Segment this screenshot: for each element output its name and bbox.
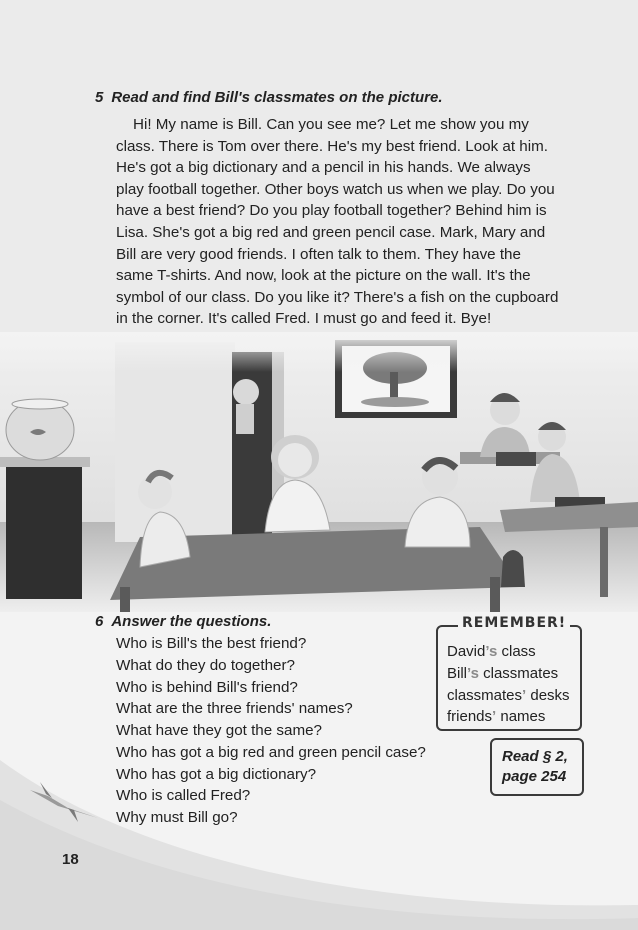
remember-word: classmates (447, 686, 523, 704)
exercise-5-text (116, 114, 591, 330)
classroom-illustration (0, 332, 638, 612)
remember-items (447, 641, 570, 728)
reference-line-1: Read § 2, (502, 748, 568, 765)
remember-word: desks (526, 686, 570, 704)
exercise-6-heading (95, 613, 271, 630)
text-line: He's got a big dictionary and a pencil in his hands. We always (116, 159, 531, 177)
possessive-mark: ’ (492, 708, 497, 726)
exercise-5-title: Read and find Bill's classmates on the picture. (111, 89, 443, 106)
remember-item (447, 663, 570, 685)
remember-title: REMEMBER! (458, 615, 570, 631)
question-item: Who has got a big dictionary? (116, 765, 317, 783)
grammar-reference-box (490, 738, 584, 796)
remember-word: classmates (478, 664, 559, 682)
remember-item (447, 641, 570, 663)
text-line: Hi! My name is Bill. Can you see me? Let me show you my (133, 116, 529, 133)
exercise-6-number: 6 (95, 613, 104, 630)
remember-box (436, 615, 582, 731)
text-line: Bill are very good friends. I often talk to them. They have the (116, 245, 521, 263)
remember-item (447, 706, 570, 728)
text-line: in the corner. It's called Fred. I must go and feed it. Bye! (116, 310, 492, 328)
remember-word: friends (447, 708, 493, 726)
text-line: same T-shirts. And now, look at the picture on the wall. It's the (116, 267, 531, 285)
exercise-5-number: 5 (95, 89, 104, 106)
possessive-mark: ’s (467, 664, 479, 682)
question-item: What are the three friends' names? (116, 700, 353, 718)
question-item: Who has got a big red and green pencil case? (116, 743, 426, 761)
reference-line-2: page 254 (502, 768, 567, 785)
question-item: Who is called Fred? (116, 787, 251, 805)
page-number: 18 (62, 851, 79, 868)
possessive-mark: ’s (485, 643, 498, 660)
questions-list (116, 633, 426, 829)
remember-word: David (447, 643, 486, 660)
remember-item (447, 685, 570, 707)
text-line: Lisa. She's got a big red and green pencil case. Mark, Mary and (116, 223, 546, 241)
remember-word: Bill (447, 664, 468, 682)
question-item: Who is behind Bill's friend? (116, 678, 298, 696)
text-line: have a best friend? Do you play football together? Behind him is (116, 202, 547, 220)
question-item: What have they got the same? (116, 722, 322, 739)
question-item: What do they do together? (116, 656, 295, 674)
text-line: play football together. Other boys watch us when we play. Do you (116, 180, 555, 198)
question-item: Why must Bill go? (116, 809, 238, 826)
remember-word: names (496, 708, 546, 726)
exercise-6-title: Answer the questions. (111, 613, 272, 630)
possessive-mark: ’ (522, 686, 527, 704)
question-item: Who is Bill's the best friend? (116, 635, 307, 652)
bird-icon (28, 778, 108, 828)
remember-word: class (497, 643, 536, 660)
exercise-5-heading (95, 89, 443, 106)
text-line: class. There is Tom over there. He's my best friend. Look at him. (116, 137, 548, 155)
text-line: symbol of our class. Do you like it? There's a fish on the cupboard (116, 288, 559, 306)
